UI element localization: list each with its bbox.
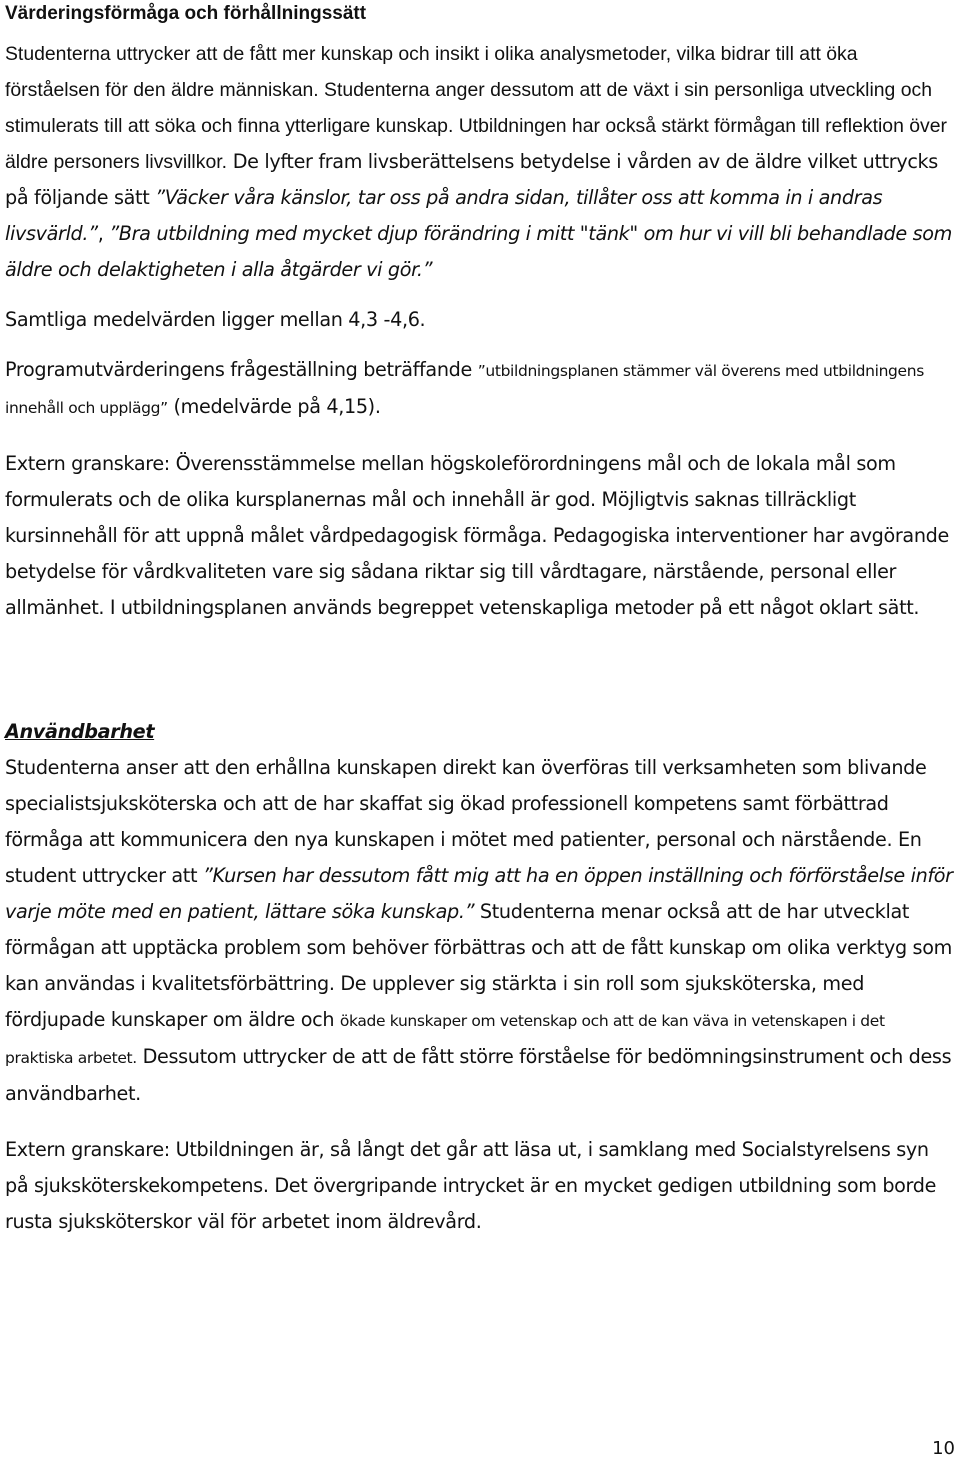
student-quote: ”Väcker våra känslor, tar oss på andra sidan, tillåter oss att komma in i andras livsvärld.” <box>5 186 883 245</box>
section-heading-usability: Användbarhet <box>5 720 155 743</box>
page-number: 10 <box>932 1438 955 1459</box>
paragraph-text: Studenterna anser att den erhållna kunskapen direkt kan överföras till verksamheten som blivande specialistsjuksköterska och att de har skaffat sig ökad professionell kompetens samt förbättrad förmåga att kommunicera den nya kunskapen i mötet med patienter, personal och närstående. En student uttrycker att <box>5 756 927 887</box>
section-heading-values: Värderingsförmåga och förhållningssätt <box>5 3 367 24</box>
paragraph-text: Programutvärderingens frågeställning beträffande <box>5 358 478 381</box>
paragraph-program-evaluation <box>5 352 957 426</box>
mean-value-text: (medelvärde på 4,15). <box>167 395 381 418</box>
evaluation-question: ”utbildningsplanen stämmer väl överens med utbildningens innehåll och upplägg” <box>5 362 924 417</box>
paragraph-external-reviewer-2: Extern granskare: Utbildningen är, så långt det går att läsa ut, i samklang med Socialstyrelsens syn på sjuksköterskekompetens. Det övergripande intrycket är en mycket gedigen utbildning som borde rusta sjuksköterskor väl för arbetet inom äldrevård. <box>5 1138 937 1233</box>
student-quote: ”Bra utbildning med mycket djup förändring i mitt "tänk" om hur vi vill bli behandlade som äldre och delaktigheten i alla åtgärder vi gör.” <box>5 222 952 281</box>
paragraph-text: De lyfter fram livsberättelsens betydelse i vården av de äldre vilket uttrycks på följande sätt <box>5 150 938 209</box>
paragraph-usability-students <box>5 750 957 1112</box>
paragraph-values-students <box>5 36 957 288</box>
student-quote: ”Kursen har dessutom fått mig att ha en öppen inställning och förförståelse inför varje möte med en patient, lättare söka kunskap.” <box>5 864 953 923</box>
paragraph-text-small: ökade kunskaper om vetenskap och att de kan väva in vetenskapen i det praktiska arbetet. <box>5 1012 885 1067</box>
paragraph-text: Studenterna menar också att de har utvecklat förmågan att upptäcka problem som behöver förbättras och att de fått kunskap om olika verktyg som kan användas i kvalitetsförbättring. De upplever sig stärkta i sin roll som sjuksköterska, med fördjupade kunskaper om äldre och <box>5 900 952 1031</box>
paragraph-text: Dessutom uttrycker de att de fått större förståelse för bedömningsinstrument och dess användbarhet. <box>5 1045 952 1105</box>
paragraph-external-reviewer-1: Extern granskare: Överensstämmelse mellan högskoleförordningens mål och de lokala mål som formulerats och de olika kursplanernas mål och innehåll är god. Möjligtvis saknas tillräckligt kursinnehåll för att uppnå målet vårdpedagogisk förmåga. Pedagogiska interventioner har avgörande betydelse för vårdkvaliteten vare sig sådana riktar sig till vårdtagare, närstående, personal eller allmänhet. I utbildningsplanen används begreppet vetenskapliga metoder på ett något oklart sätt. <box>5 452 949 619</box>
paragraph-text: , <box>97 222 110 245</box>
paragraph-mean-values: Samtliga medelvärden ligger mellan 4,3 -4,6. <box>5 308 426 331</box>
paragraph-text: Studenterna uttrycker att de fått mer kunskap och insikt i olika analysmetoder, vilka bidrar till att öka förståelsen för den äldre människan. Studenterna anger dessutom att de växt i sin personliga utveckling och stimulerats till att söka och finna ytterligare kunskap. Utbildningen har också stärkt förmågan till reflektion över äldre personers livsvillkor. <box>5 43 947 173</box>
document-page <box>5 0 957 1240</box>
